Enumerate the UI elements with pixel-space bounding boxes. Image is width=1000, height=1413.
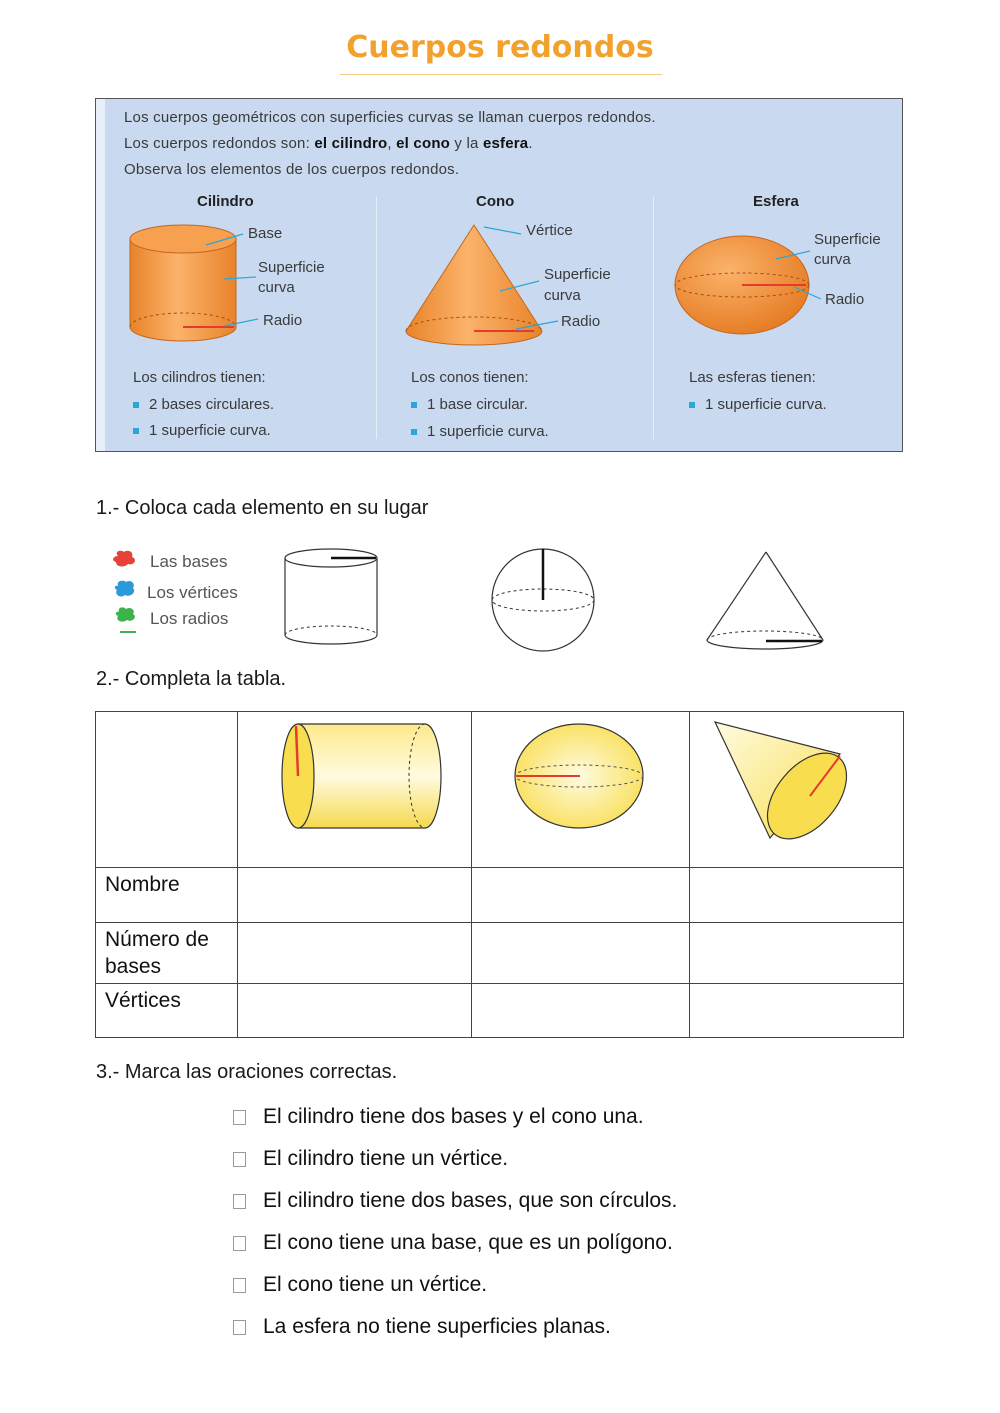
statement-text: El cilindro tiene un vértice. (263, 1147, 509, 1170)
cylinder-outline[interactable] (285, 549, 377, 644)
intro-bold-cono: el cono (396, 135, 451, 152)
list-item-text: 1 superficie curva. (149, 422, 271, 439)
table-cone-cell (690, 712, 904, 868)
label-radio: Radio (561, 313, 601, 330)
cone-outline[interactable] (707, 552, 823, 649)
question-2-heading: 2.- Completa la tabla. (96, 668, 287, 690)
yellow-cylinder (238, 712, 471, 862)
answer-cell[interactable] (238, 984, 472, 1038)
bullet (133, 428, 139, 434)
label-curva: curva (814, 251, 851, 268)
answer-cell[interactable] (690, 868, 904, 923)
bullet (133, 402, 139, 408)
list-item (411, 423, 549, 440)
legend-radios[interactable]: Los radios (150, 609, 229, 628)
label-radio: Radio (825, 291, 865, 308)
label-radio: Radio (263, 312, 303, 329)
esfera-has-title: Las esferas tienen: (689, 369, 816, 386)
esfera-title: Esfera (753, 193, 799, 210)
complete-table (95, 711, 904, 1038)
label-curva: curva (258, 279, 295, 296)
table-sphere-cell (472, 712, 690, 868)
bullet (689, 402, 695, 408)
bullet (411, 402, 417, 408)
red-blob-icon (113, 551, 135, 567)
orange-sphere (675, 236, 821, 334)
orange-cylinder (130, 225, 258, 341)
list-item (411, 396, 528, 413)
row-label-vertices: Vértices (96, 984, 238, 1038)
statement-item[interactable] (233, 1231, 673, 1255)
legend-vertices[interactable]: Los vértices (147, 583, 238, 602)
list-item (133, 422, 271, 439)
yellow-cone (690, 712, 903, 862)
statement-item[interactable] (233, 1147, 508, 1171)
answer-cell[interactable] (472, 984, 690, 1038)
statement-text: El cilindro tiene dos bases y el cono una. (263, 1105, 644, 1128)
table-corner-cell (96, 712, 238, 868)
orange-cone (406, 225, 558, 345)
row-label-numero-bases: Número de bases (96, 923, 238, 984)
checkbox[interactable] (233, 1236, 246, 1251)
cilindro-title: Cilindro (197, 193, 254, 210)
answer-cell[interactable] (472, 923, 690, 984)
cono-has-title: Los conos tienen: (411, 369, 529, 386)
blue-blob-icon (115, 581, 134, 597)
label-base: Base (248, 225, 283, 242)
sphere-outline[interactable] (492, 549, 594, 651)
page-title: Cuerpos redondos (346, 30, 654, 65)
label-vertice: Vértice (526, 222, 573, 239)
list-item-text: 1 superficie curva. (427, 423, 549, 440)
intro-sep-1: , (387, 135, 397, 152)
info-box (95, 98, 903, 452)
legend-blobs (110, 548, 140, 638)
list-item-text: 2 bases circulares. (149, 396, 275, 413)
checkbox[interactable] (233, 1194, 246, 1209)
q1-drop-figures (270, 540, 840, 660)
intro-line-1: Los cuerpos geométricos con superficies curvas se llaman cuerpos redondos. (124, 109, 656, 126)
checkbox[interactable] (233, 1110, 246, 1125)
statement-item[interactable] (233, 1315, 611, 1339)
green-blob-icon (116, 607, 135, 621)
statement-text: La esfera no tiene superficies planas. (263, 1315, 611, 1338)
intro-bold-cilindro: el cilindro (314, 135, 388, 152)
statement-item[interactable] (233, 1105, 644, 1129)
label-superficie: Superficie (544, 266, 611, 283)
statement-text: El cono tiene un vértice. (263, 1273, 488, 1296)
label-superficie: Superficie (258, 259, 325, 276)
checkbox[interactable] (233, 1278, 246, 1293)
statement-text: El cilindro tiene dos bases, que son círculos. (263, 1189, 678, 1212)
label-curva: curva (544, 287, 581, 304)
row-label-nombre: Nombre (96, 868, 238, 923)
list-item (689, 396, 827, 413)
cilindro-has-title: Los cilindros tienen: (133, 369, 266, 386)
statement-item[interactable] (233, 1273, 487, 1297)
legend-bases[interactable]: Las bases (150, 552, 228, 571)
statement-item[interactable] (233, 1189, 677, 1213)
statement-text: El cono tiene una base, que es un polígono. (263, 1231, 673, 1254)
answer-cell[interactable] (690, 984, 904, 1038)
answer-cell[interactable] (238, 868, 472, 923)
question-1-heading: 1.- Coloca cada elemento en su lugar (96, 497, 429, 519)
answer-cell[interactable] (690, 923, 904, 984)
intro-line-3: Observa los elementos de los cuerpos redondos. (124, 161, 460, 178)
intro-bold-esfera: esfera (482, 135, 529, 152)
list-item (133, 396, 274, 413)
intro-end: . (528, 135, 533, 152)
checkbox[interactable] (233, 1152, 246, 1167)
question-3-heading: 3.- Marca las oraciones correctas. (96, 1061, 398, 1083)
checkbox[interactable] (233, 1320, 246, 1335)
answer-cell[interactable] (472, 868, 690, 923)
intro-sep-2: y la (450, 135, 483, 152)
bullet (411, 429, 417, 435)
list-item-text: 1 superficie curva. (705, 396, 827, 413)
yellow-sphere (472, 712, 689, 862)
answer-cell[interactable] (238, 923, 472, 984)
title-underline (340, 74, 662, 75)
label-superficie: Superficie (814, 231, 881, 248)
intro-line-2-prefix: Los cuerpos redondos son: (124, 135, 315, 152)
list-item-text: 1 base circular. (427, 396, 528, 413)
table-cylinder-cell (238, 712, 472, 868)
cono-title: Cono (476, 193, 515, 210)
